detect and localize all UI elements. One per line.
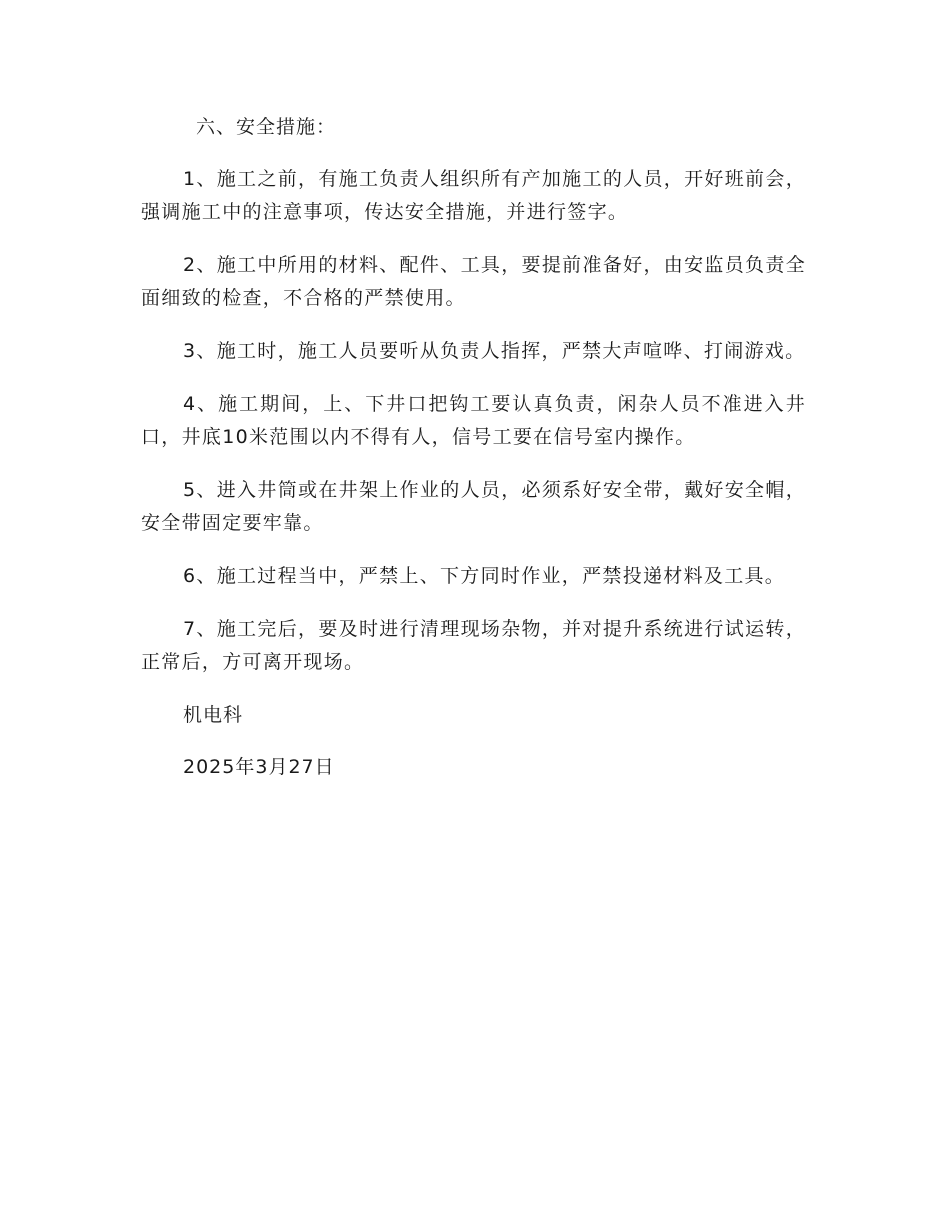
safety-item-6: 6、施工过程当中，严禁上、下方同时作业，严禁投递材料及工具。 — [183, 565, 786, 587]
document-body — [141, 111, 806, 783]
department-signature: 机电科 — [183, 704, 244, 726]
safety-item-4: 4、施工期间，上、下井口把钩工要认真负责，闲杂人员不准进入井口，井底10米范围以内不得有人，信号工要在信号室内操作。 — [141, 393, 806, 448]
safety-item-2: 2、施工中所用的材料、配件、工具，要提前准备好，由安监员负责全面细致的检查，不合格的严禁使用。 — [141, 254, 806, 309]
document-date: 2025年3月27日 — [183, 756, 335, 778]
safety-item-1: 1、施工之前，有施工负责人组织所有产加施工的人员，开好班前会，强调施工中的注意事项，传达安全措施，并进行签字。 — [141, 168, 806, 223]
section-heading: 六、安全措施： — [196, 116, 337, 138]
safety-item-3: 3、施工时，施工人员要听从负责人指挥，严禁大声喧哗、打闹游戏。 — [183, 340, 806, 362]
safety-item-5: 5、进入井筒或在井架上作业的人员，必须系好安全带，戴好安全帽，安全带固定要牢靠。 — [141, 479, 806, 534]
safety-item-7: 7、施工完后，要及时进行清理现场杂物，并对提升系统进行试运转，正常后，方可离开现场。 — [141, 618, 806, 673]
